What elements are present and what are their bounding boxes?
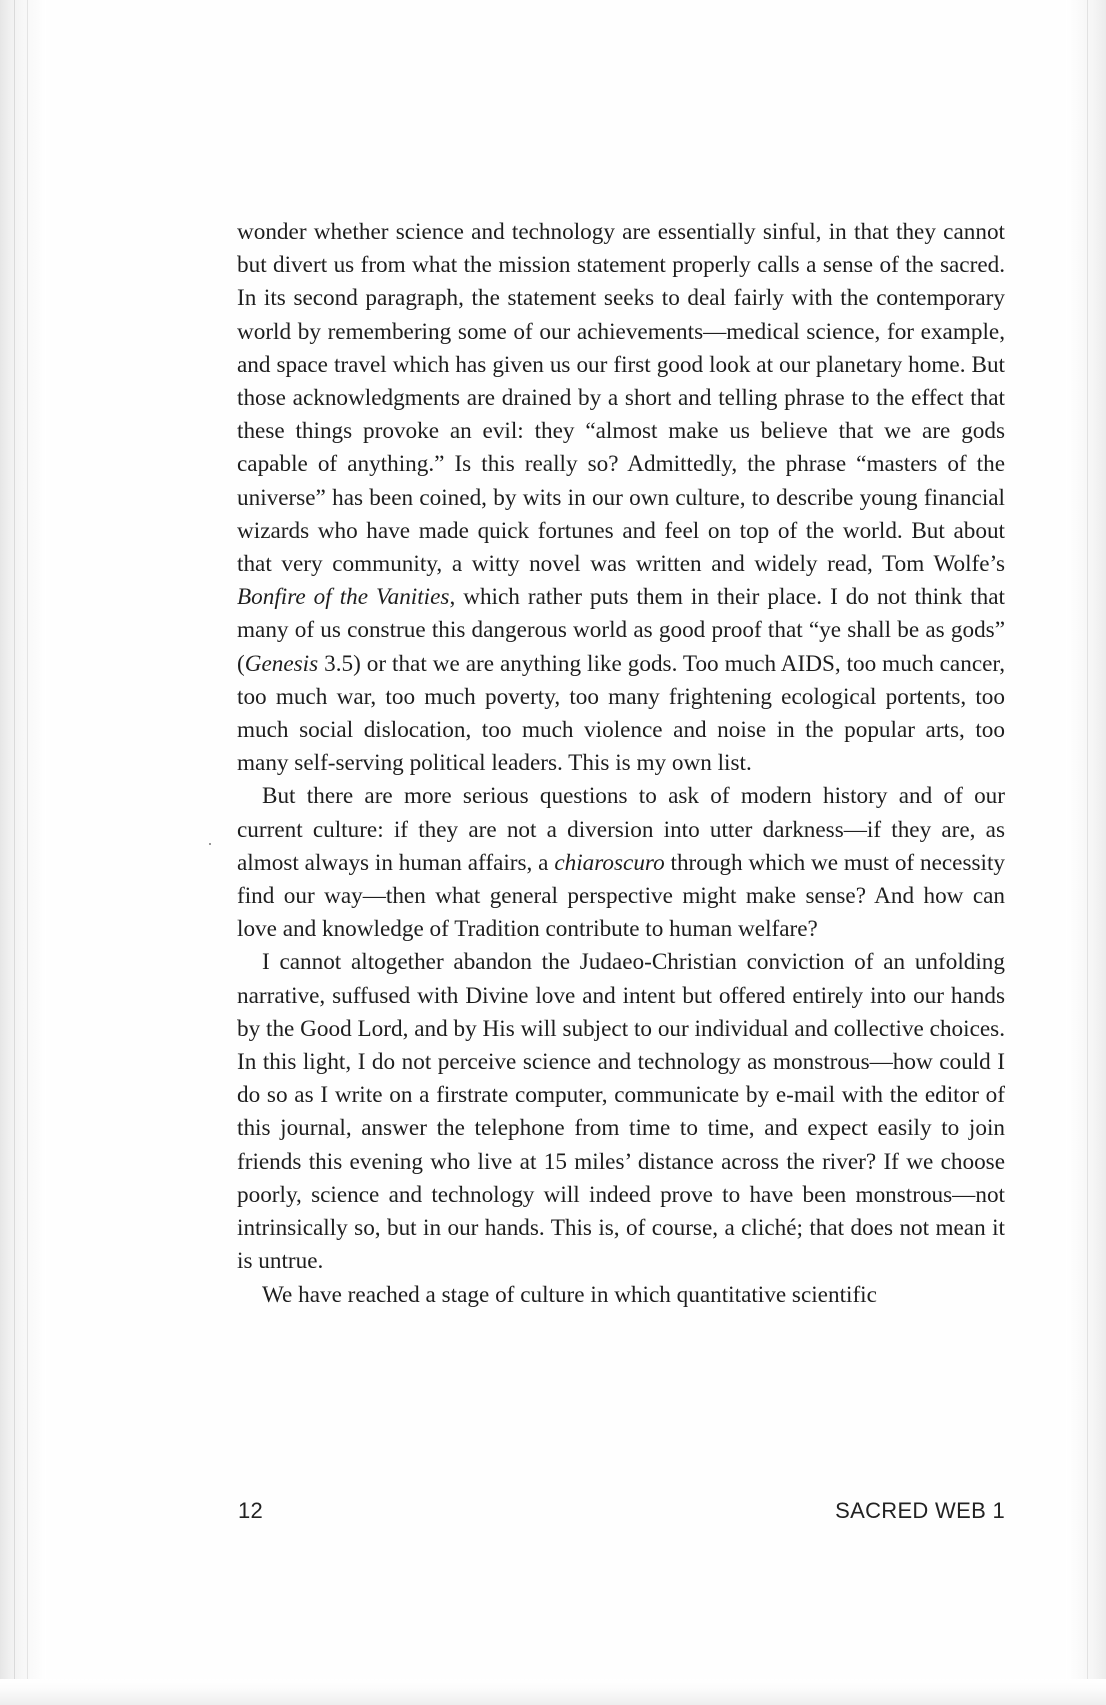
- running-title: SACRED WEB 1: [835, 1498, 1005, 1523]
- italic-text: chiaroscuro: [554, 849, 665, 876]
- text-run: through which we must of necessity find our way—then what general perspective might make sense? And how can love and knowledge of Tradition contribute to human welfare?: [237, 849, 1005, 943]
- page-bottom-edge-shadow: [0, 1679, 1106, 1705]
- text-run: wonder whether science and technology are essentially sinful, in that they cannot but divert us from what the mission statement properly calls a sense of the sacred. In its second paragraph, the statement seeks to deal fairly with the contemporary world by remembering some of our achievements—medical science, for example, and space travel which has given us our first good look at our planetary home. But those acknowledgments are drained by a short and telling phrase to the effect that these things provoke an evil: they “almost make us believe that we are gods capable of anything.” Is this really so? Admittedly, the phrase “masters of the universe” has been coined, by wits in our own culture, to describe young financial wizards who have made quick fortunes and feel on top of the world. But about that very community, a witty novel was written and widely read, Tom Wolfe’s: [237, 219, 1005, 578]
- text-run: 3.5) or that we are anything like gods. Too much AIDS, too much cancer, too much war, too much poverty, too many frightening ecological portents, too much social dislocation, too much violence and noise in the popular arts, too many self-serving political leaders. This is my own list.: [237, 650, 1005, 777]
- text-run: , which rather puts them in their place. I do not think that many of us construe this dangerous world as good proof that “ye shall be as gods” (: [237, 584, 1005, 677]
- margin-mark: [209, 843, 211, 845]
- paragraph-1: [237, 216, 1005, 780]
- text-run: But there are more serious questions to ask of modern history and of our current culture: if they are not a diversion into utter darkness—if they are, as almost always in human affairs, a: [237, 783, 1005, 876]
- paragraph-2: [237, 780, 1005, 946]
- page-edge-line: [1087, 0, 1088, 1705]
- text-run: I cannot altogether abandon the Judaeo-Christian conviction of an unfolding narrative, suffused with Divine love and intent but offered entirely into our hands by the Good Lord, and by His will subject to our individual and collective choices. In this light, I do not perceive science and technology as monstrous—how could I do so as I write on a firstrate computer, communicate by e-mail with the editor of this journal, answer the telephone from time to time, and expect easily to join friends this evening who live at 15 miles’ distance across the river? If we choose poorly, science and technology will indeed prove to have been monstrous—not intrinsically so, but in our hands. This is, of course, a cliché; that does not mean it is untrue.: [237, 949, 1005, 1275]
- page-left-edge-shadow: [0, 0, 46, 1705]
- page-footer: [238, 1498, 1005, 1532]
- page-number: 12: [238, 1498, 264, 1523]
- page-edge-line: [27, 0, 28, 1705]
- italic-text: Genesis: [244, 650, 319, 677]
- body-text: [237, 216, 1005, 1312]
- page-right-edge-shadow: [1066, 0, 1106, 1705]
- text-run: We have reached a stage of culture in which quantitative scientific: [262, 1281, 877, 1308]
- italic-text: Bonfire of the Vanities: [237, 584, 450, 611]
- paragraph-4: [237, 1279, 1005, 1312]
- page-edge-line: [14, 0, 15, 1705]
- paragraph-3: [237, 946, 1005, 1278]
